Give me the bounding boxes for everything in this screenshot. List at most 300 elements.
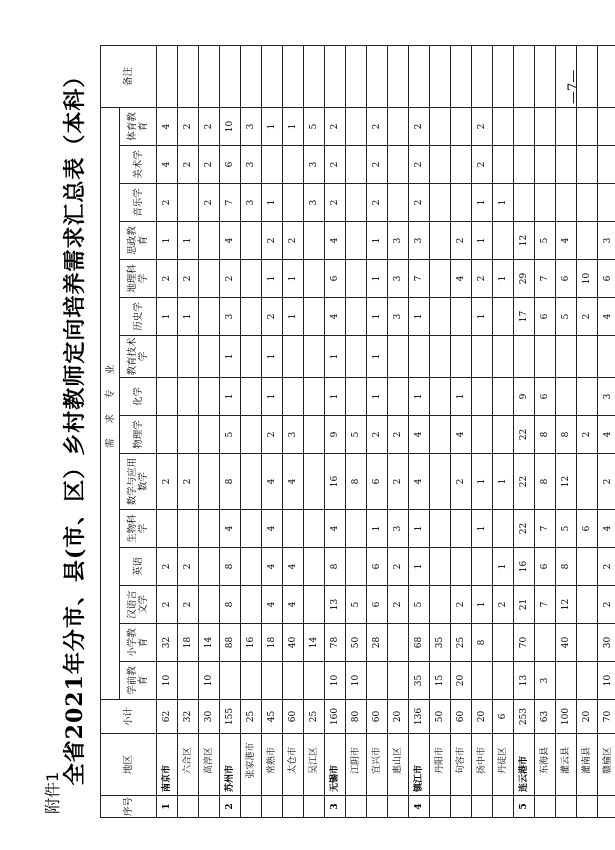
row-value: 1 <box>367 336 388 378</box>
row-value: 10 <box>598 662 615 700</box>
row-value: 1 <box>262 184 283 222</box>
row-value: 2 <box>367 107 388 145</box>
row-region: 张家港市 <box>241 734 262 796</box>
row-value <box>241 454 262 510</box>
row-value: 8 <box>220 548 241 586</box>
row-value: 2 <box>178 107 199 145</box>
row-value: 2 <box>451 222 472 260</box>
row-value: 2 <box>157 454 178 510</box>
row-value: 8 <box>220 454 241 510</box>
row-value: 2 <box>178 146 199 184</box>
row-value <box>283 378 304 416</box>
row-value: 1 <box>283 107 304 145</box>
row-seq <box>598 796 615 818</box>
row-value: 16 <box>514 548 535 586</box>
row-value: 4 <box>262 510 283 548</box>
row-remark <box>262 45 283 107</box>
row-value <box>178 416 199 454</box>
page-title: 全省2021年分市、县(市、区）乡村教师定向培养需求汇总表（本科） <box>62 64 88 786</box>
row-value <box>472 378 493 416</box>
row-seq <box>367 796 388 818</box>
row-value <box>241 298 262 336</box>
row-value <box>493 510 514 548</box>
row-value: 2 <box>388 454 409 510</box>
row-region: 吴江区 <box>304 734 325 796</box>
row-value: 7 <box>535 510 556 548</box>
row-value <box>472 662 493 700</box>
row-value <box>304 416 325 454</box>
row-region: 丹阳市 <box>430 734 451 796</box>
row-value <box>493 146 514 184</box>
row-value <box>514 336 535 378</box>
row-value <box>514 184 535 222</box>
row-value <box>577 662 598 700</box>
row-value: 8 <box>535 454 556 510</box>
table-row <box>451 45 472 817</box>
row-value: 12 <box>556 586 577 624</box>
row-value: 35 <box>409 662 430 700</box>
row-value: 2 <box>178 454 199 510</box>
row-value: 2 <box>598 548 615 586</box>
header-major: 化学 <box>120 378 157 416</box>
row-value <box>514 146 535 184</box>
row-value <box>472 548 493 586</box>
row-value: 8 <box>556 416 577 454</box>
row-value: 21 <box>514 586 535 624</box>
row-value: 5 <box>556 298 577 336</box>
row-value <box>472 416 493 454</box>
row-value: 8 <box>325 548 346 586</box>
row-seq <box>472 796 493 818</box>
row-value <box>262 146 283 184</box>
table-row <box>220 45 241 817</box>
table-row <box>514 45 535 817</box>
row-region: 宜兴市 <box>367 734 388 796</box>
header-major: 学前教育 <box>120 662 157 700</box>
row-value: 2 <box>220 260 241 298</box>
row-value <box>430 222 451 260</box>
row-value: 28 <box>367 624 388 662</box>
row-subtotal: 45 <box>262 700 283 734</box>
row-value: 5 <box>304 107 325 145</box>
row-value: 3 <box>388 260 409 298</box>
row-value: 22 <box>514 510 535 548</box>
row-value: 1 <box>367 510 388 548</box>
row-value <box>598 146 615 184</box>
row-subtotal: 25 <box>304 700 325 734</box>
header-region: 地区 <box>101 734 157 796</box>
row-seq <box>388 796 409 818</box>
row-value: 70 <box>514 624 535 662</box>
row-value: 1 <box>409 298 430 336</box>
row-value: 13 <box>325 586 346 624</box>
row-value <box>556 378 577 416</box>
row-value <box>451 107 472 145</box>
row-value: 32 <box>157 624 178 662</box>
row-subtotal: 20 <box>577 700 598 734</box>
row-value <box>451 184 472 222</box>
row-value: 1 <box>493 548 514 586</box>
row-value: 12 <box>514 222 535 260</box>
row-value: 1 <box>283 298 304 336</box>
row-value: 10 <box>346 662 367 700</box>
row-value <box>220 662 241 700</box>
row-value: 18 <box>262 624 283 662</box>
row-value: 2 <box>262 298 283 336</box>
row-value: 16 <box>241 624 262 662</box>
row-value: 17 <box>514 298 535 336</box>
row-value: 6 <box>220 146 241 184</box>
row-value: 6 <box>577 510 598 548</box>
row-value: 2 <box>367 146 388 184</box>
row-value <box>262 662 283 700</box>
row-region: 东海县 <box>535 734 556 796</box>
row-value <box>535 184 556 222</box>
row-value: 3 <box>304 146 325 184</box>
row-value <box>346 298 367 336</box>
row-value <box>535 624 556 662</box>
row-value: 2 <box>325 107 346 145</box>
row-value: 1 <box>472 222 493 260</box>
row-value <box>451 510 472 548</box>
header-major: 美术学 <box>120 146 157 184</box>
row-value <box>283 336 304 378</box>
row-value: 2 <box>367 184 388 222</box>
row-subtotal: 253 <box>514 700 535 734</box>
row-value: 1 <box>367 260 388 298</box>
row-value <box>493 107 514 145</box>
row-value: 2 <box>157 586 178 624</box>
row-value: 9 <box>514 378 535 416</box>
row-value: 68 <box>409 624 430 662</box>
row-value: 1 <box>325 336 346 378</box>
row-value: 35 <box>430 624 451 662</box>
row-remark <box>157 45 178 107</box>
row-value <box>304 586 325 624</box>
row-value: 2 <box>388 586 409 624</box>
row-value <box>241 510 262 548</box>
header-seq: 序号 <box>101 796 157 818</box>
header-major: 地理科学 <box>120 260 157 298</box>
row-value: 2 <box>598 454 615 510</box>
row-value <box>241 336 262 378</box>
row-value <box>346 336 367 378</box>
row-region: 赣榆区 <box>598 734 615 796</box>
row-value <box>577 184 598 222</box>
row-value: 40 <box>283 624 304 662</box>
row-value <box>199 454 220 510</box>
table-row <box>178 45 199 817</box>
row-value <box>430 336 451 378</box>
row-value: 4 <box>283 548 304 586</box>
header-demand-group: 需 求 专 业 <box>101 107 120 699</box>
header-major: 物理学 <box>120 416 157 454</box>
row-value <box>409 336 430 378</box>
row-value: 1 <box>367 378 388 416</box>
row-remark <box>346 45 367 107</box>
row-region: 南京市 <box>157 734 178 796</box>
row-subtotal: 60 <box>367 700 388 734</box>
row-value <box>430 586 451 624</box>
row-region: 江阴市 <box>346 734 367 796</box>
row-value: 20 <box>451 662 472 700</box>
row-subtotal: 60 <box>451 700 472 734</box>
row-value <box>493 662 514 700</box>
row-value <box>178 510 199 548</box>
row-value <box>178 378 199 416</box>
row-remark <box>598 45 615 107</box>
row-remark <box>178 45 199 107</box>
row-value <box>346 107 367 145</box>
row-value: 4 <box>157 146 178 184</box>
row-value <box>199 510 220 548</box>
row-value: 2 <box>577 416 598 454</box>
row-value: 4 <box>451 416 472 454</box>
row-value: 4 <box>409 454 430 510</box>
table-row <box>556 45 577 817</box>
row-remark <box>325 45 346 107</box>
row-value: 8 <box>220 586 241 624</box>
row-value: 2 <box>199 107 220 145</box>
row-value <box>388 184 409 222</box>
row-seq <box>535 796 556 818</box>
row-value: 2 <box>577 298 598 336</box>
row-value: 4 <box>283 586 304 624</box>
row-value: 5 <box>346 416 367 454</box>
row-remark <box>367 45 388 107</box>
row-subtotal: 50 <box>430 700 451 734</box>
row-value: 25 <box>451 624 472 662</box>
row-value: 2 <box>157 548 178 586</box>
row-value: 6 <box>535 378 556 416</box>
row-value <box>388 624 409 662</box>
row-value <box>430 260 451 298</box>
row-value: 2 <box>199 146 220 184</box>
row-subtotal: 80 <box>346 700 367 734</box>
row-seq: 2 <box>220 796 241 818</box>
row-value: 3 <box>598 378 615 416</box>
row-value: 4 <box>262 586 283 624</box>
row-subtotal: 20 <box>388 700 409 734</box>
row-value: 2 <box>409 107 430 145</box>
row-seq: 1 <box>157 796 178 818</box>
table-row <box>409 45 430 817</box>
row-value: 1 <box>409 548 430 586</box>
row-value: 10 <box>199 662 220 700</box>
row-remark <box>430 45 451 107</box>
row-value: 5 <box>556 510 577 548</box>
header-major: 数学与应用数学 <box>120 454 157 510</box>
row-value: 78 <box>325 624 346 662</box>
row-region: 六合区 <box>178 734 199 796</box>
row-value: 3 <box>241 184 262 222</box>
row-seq <box>451 796 472 818</box>
row-value <box>430 548 451 586</box>
row-value: 1 <box>367 222 388 260</box>
row-value <box>157 416 178 454</box>
row-value: 5 <box>409 586 430 624</box>
header-major: 思政教育 <box>120 222 157 260</box>
row-value: 88 <box>220 624 241 662</box>
row-value <box>199 548 220 586</box>
row-value: 22 <box>514 454 535 510</box>
table-row <box>283 45 304 817</box>
row-subtotal: 30 <box>199 700 220 734</box>
row-value <box>346 184 367 222</box>
row-value <box>493 298 514 336</box>
row-value <box>346 378 367 416</box>
row-value: 4 <box>220 222 241 260</box>
row-seq: 3 <box>325 796 346 818</box>
row-value: 10 <box>157 662 178 700</box>
row-remark <box>451 45 472 107</box>
row-value: 2 <box>157 184 178 222</box>
row-value: 10 <box>577 260 598 298</box>
row-value <box>241 586 262 624</box>
row-value: 2 <box>157 260 178 298</box>
row-value <box>472 336 493 378</box>
row-remark <box>472 45 493 107</box>
row-seq <box>430 796 451 818</box>
row-value <box>388 378 409 416</box>
row-value: 3 <box>409 222 430 260</box>
row-value: 6 <box>367 454 388 510</box>
row-value <box>451 548 472 586</box>
row-value <box>346 510 367 548</box>
row-value <box>430 184 451 222</box>
row-value <box>199 222 220 260</box>
table-body <box>157 45 615 817</box>
row-value: 1 <box>262 336 283 378</box>
row-value: 3 <box>535 662 556 700</box>
row-value <box>241 378 262 416</box>
header-major: 历史学 <box>120 298 157 336</box>
row-value: 4 <box>409 416 430 454</box>
row-seq <box>199 796 220 818</box>
table-row <box>535 45 556 817</box>
row-value: 1 <box>451 378 472 416</box>
row-value: 7 <box>220 184 241 222</box>
row-value: 2 <box>451 586 472 624</box>
row-value: 16 <box>325 454 346 510</box>
row-value: 2 <box>598 586 615 624</box>
row-value <box>493 378 514 416</box>
row-value <box>178 184 199 222</box>
row-value: 3 <box>220 298 241 336</box>
table-row <box>199 45 220 817</box>
row-region: 丹徒区 <box>493 734 514 796</box>
row-value: 8 <box>556 548 577 586</box>
row-region: 无锡市 <box>325 734 346 796</box>
header-major: 小学教育 <box>120 624 157 662</box>
row-remark <box>388 45 409 107</box>
row-value <box>388 146 409 184</box>
row-value: 40 <box>556 624 577 662</box>
row-value <box>283 510 304 548</box>
row-value <box>304 510 325 548</box>
row-subtotal: 63 <box>535 700 556 734</box>
table-row <box>388 45 409 817</box>
row-seq <box>577 796 598 818</box>
row-value: 1 <box>178 222 199 260</box>
row-value <box>451 146 472 184</box>
row-value: 2 <box>283 222 304 260</box>
row-value: 5 <box>346 586 367 624</box>
attachment-label: 附件1 <box>43 771 62 814</box>
row-subtotal: 155 <box>220 700 241 734</box>
row-value <box>304 454 325 510</box>
row-value: 2 <box>262 222 283 260</box>
row-value: 1 <box>409 378 430 416</box>
row-remark <box>535 45 556 107</box>
row-value <box>157 336 178 378</box>
row-value: 4 <box>283 454 304 510</box>
row-value: 1 <box>262 107 283 145</box>
row-value: 1 <box>220 336 241 378</box>
row-value <box>556 107 577 145</box>
row-value <box>598 336 615 378</box>
row-value <box>346 146 367 184</box>
row-value: 2 <box>325 184 346 222</box>
header-remark: 备注 <box>101 45 157 107</box>
row-region: 常熟市 <box>262 734 283 796</box>
row-value: 1 <box>472 454 493 510</box>
row-value: 1 <box>157 222 178 260</box>
row-value: 3 <box>598 222 615 260</box>
row-subtotal: 25 <box>241 700 262 734</box>
row-value <box>304 548 325 586</box>
row-value <box>535 107 556 145</box>
row-value: 12 <box>556 454 577 510</box>
row-value <box>430 416 451 454</box>
header-major: 英语 <box>120 548 157 586</box>
row-value <box>451 298 472 336</box>
row-value: 29 <box>514 260 535 298</box>
row-value: 6 <box>556 260 577 298</box>
header-subtotal: 小计 <box>101 700 157 734</box>
row-value: 2 <box>451 454 472 510</box>
row-value: 5 <box>220 416 241 454</box>
row-value: 7 <box>535 260 556 298</box>
row-seq: 5 <box>514 796 535 818</box>
row-value: 7 <box>535 586 556 624</box>
row-value: 1 <box>493 454 514 510</box>
row-seq <box>493 796 514 818</box>
row-value <box>199 260 220 298</box>
row-value: 1 <box>262 260 283 298</box>
row-value: 1 <box>325 378 346 416</box>
row-value: 1 <box>367 298 388 336</box>
row-value <box>556 336 577 378</box>
row-value <box>304 378 325 416</box>
row-value: 6 <box>535 548 556 586</box>
row-value: 14 <box>199 624 220 662</box>
row-subtotal: 100 <box>556 700 577 734</box>
row-value <box>577 548 598 586</box>
row-value: 3 <box>304 184 325 222</box>
row-region: 太仓市 <box>283 734 304 796</box>
row-remark <box>493 45 514 107</box>
row-value <box>430 107 451 145</box>
row-value <box>493 624 514 662</box>
row-value <box>157 510 178 548</box>
row-value <box>241 662 262 700</box>
row-seq <box>304 796 325 818</box>
row-value: 4 <box>451 260 472 298</box>
row-value: 50 <box>346 624 367 662</box>
row-value: 18 <box>178 624 199 662</box>
row-region: 连云港市 <box>514 734 535 796</box>
